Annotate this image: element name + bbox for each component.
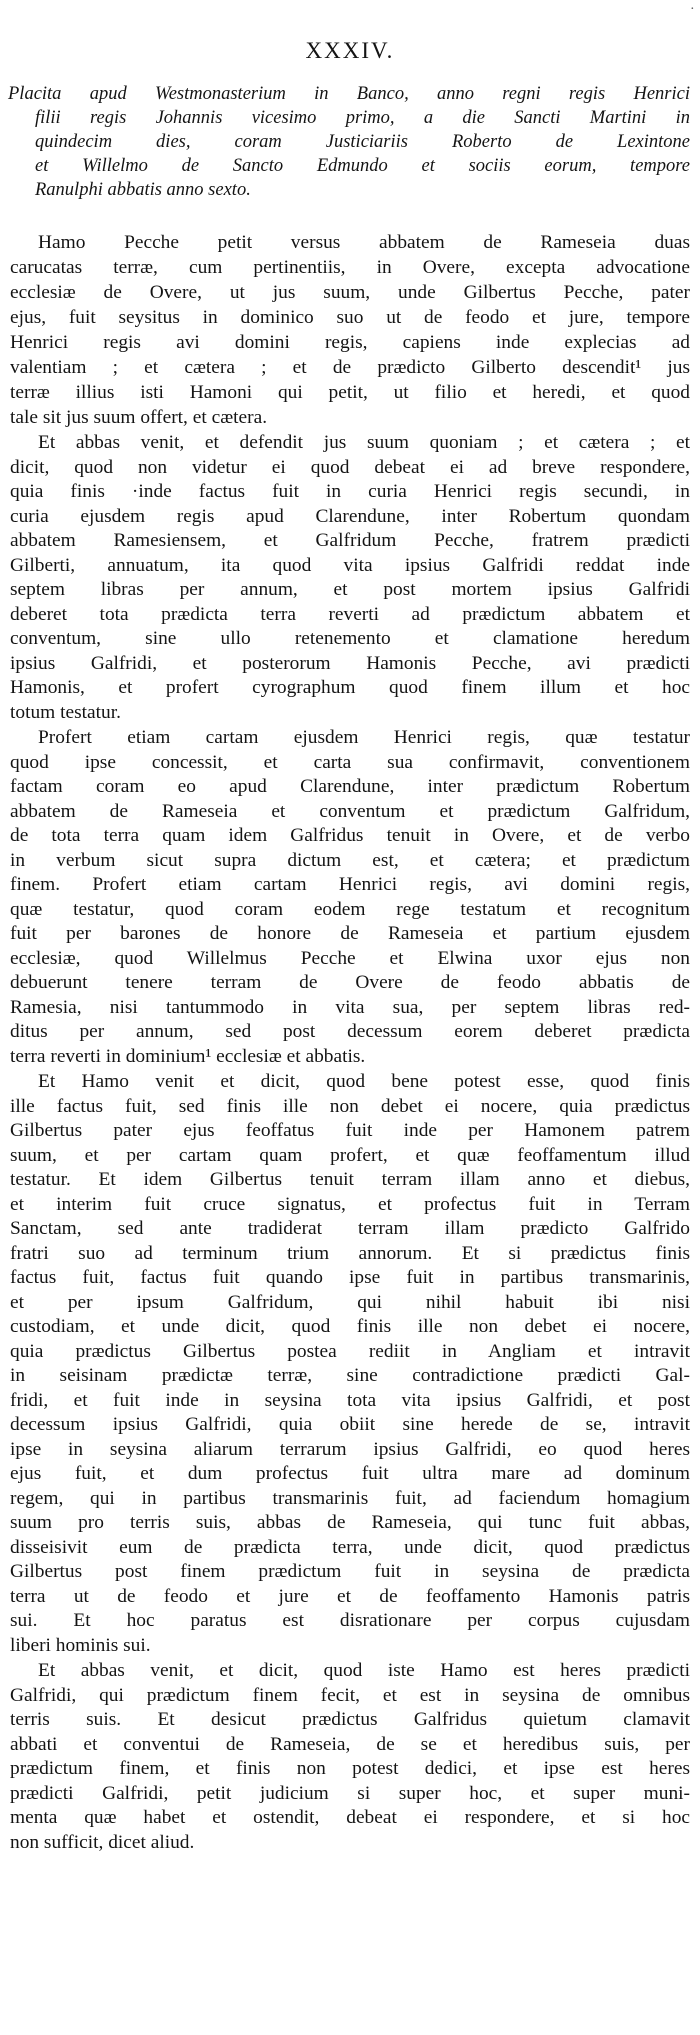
text-line: Galfridi, qui prædictum finem fecit, et est in seysina de omnibus [10,1684,690,1706]
text-line: ille factus fuit, sed finis ille non debet ei nocere, quia prædictus [10,1095,690,1117]
text-line: quæ testatur, quod coram eodem rege testatum et recognitum [10,898,690,920]
text-line: Sanctam, sed ante tradiderat terram illam prædicto Galfrido [10,1218,690,1239]
text-line: Et Hamo venit et dicit, quod bene potest esse, quod finis [38,1071,690,1092]
text-line: sui. Et hoc paratus est disrationare per corpus cujusdam [10,1610,690,1631]
text-line: quia finis ·inde factus fuit in curia Henrici regis secundi, in [10,481,690,502]
caption-line: Placita apud Westmonasterium in Banco, anno regni regis Henrici [8,84,690,104]
text-line: et per ipsum Galfridum, qui nihil habuit ibi nisi [10,1291,690,1313]
text-line: in seisinam prædictæ terræ, sine contradictione prædicti Gal- [10,1365,690,1386]
text-line: dicit, quod non videtur ei quod debeat ei ad breve respondere, [10,456,690,478]
text-line: finem. Profert etiam cartam Henrici regis, avi domini regis, [10,874,690,895]
text-line: fratri suo ad terminum trium annorum. Et si prædictus finis [10,1242,690,1264]
paragraph [10,1659,690,1855]
document-body [10,230,690,1856]
text-line: septem libras per annum, et post mortem ipsius Galfridi [10,579,690,600]
text-line: in verbum sicut supra dictum est, et cætera; et prædictum [10,849,690,871]
text-line: de tota terra quam idem Galfridus tenuit in Overe, et de verbo [10,825,690,846]
text-line: abbati et conventui de Rameseia, de se et heredibus suis, per [10,1733,690,1755]
caption-line: et Willelmo de Sancto Edmundo et sociis eorum, tempore [35,156,690,176]
text-line: ecclesiæ de Overe, ut jus suum, unde Gilbertus Pecche, pater [10,282,690,303]
text-line: liberi hominis sui. [10,1634,151,1656]
text-line: quod ipse concessit, et carta sua confirmavit, conventionem [10,751,690,773]
caption-line: quindecim dies, coram Justiciariis Roberto de Lexintone [35,132,690,152]
text-line: ecclesiæ, quod Willelmus Pecche et Elwina uxor ejus non [10,947,690,969]
caption-line: filii regis Johannis vicesimo primo, a die Sancti Martini in [35,108,690,128]
text-line: totum testatur. [10,701,121,723]
text-line: curia ejusdem regis apud Clarendune, inter Robertum quondam [10,505,690,527]
text-line: Gilbertus post finem prædictum fuit in seysina de prædicta [10,1561,690,1582]
text-line: ipsius Galfridi, et posterorum Hamonis Pecche, avi prædicti [10,652,690,674]
text-line: et interim fuit cruce signatus, et profectus fuit in Terram [10,1193,690,1215]
text-line: valentiam ; et cætera ; et de prædicto Gilberto descendit¹ jus [10,357,690,378]
text-line: tale sit jus suum offert, et cætera. [10,407,268,428]
text-line: ejus, fuit seysitus in dominico suo ut de feodo et jure, tempore [10,307,690,328]
text-line: decessum ipsius Galfridi, quia obiit sine herede de se, intravit [10,1414,690,1435]
text-line: terra reverti in dominium¹ ecclesiæ et abbatis. [10,1045,366,1067]
text-line: non sufficit, dicet aliud. [10,1831,195,1853]
text-line: Et abbas venit, et defendit jus suum quoniam ; et cætera ; et [38,432,690,453]
text-line: Hamo Pecche petit versus abbatem de Rameseia duas [38,232,690,253]
text-line: Profert etiam cartam ejusdem Henrici regis, quæ testatur [38,727,690,748]
text-line: Ramesia, nisi tantummodo in vita sua, per septem libras red- [10,996,690,1018]
text-line: disseisivit eum de prædicta terra, unde dicit, quod prædictus [10,1536,690,1558]
text-line: factam coram eo apud Clarendune, inter prædictum Robertum [10,776,690,797]
text-line: Henrici regis avi domini regis, capiens inde explecias ad [10,332,690,353]
text-line: fuit per barones de honore de Rameseia et partium ejusdem [10,923,690,944]
document-caption [8,82,690,202]
text-line: Gilbertus pater ejus feoffatus fuit inde per Hamonem patrem [10,1120,690,1141]
text-line: deberet tota prædicta terra reverti ad prædictum abbatem et [10,603,690,625]
text-line: terra ut de feodo et jure et de feoffamento Hamonis patris [10,1585,690,1607]
text-line: ipse in seysina aliarum terrarum ipsius Galfridi, eo quod heres [10,1438,690,1460]
text-line: abbatem de Rameseia et conventum et prædictum Galfridum, [10,800,690,822]
text-line: Gilberti, annuatum, ita quod vita ipsius Galfridi reddat inde [10,554,690,576]
text-line: terris suis. Et desicut prædictus Galfridus quietum clamavit [10,1709,690,1730]
text-line: prædictum finem, et finis non potest dedici, et ipse est heres [10,1758,690,1779]
caption-line: Ranulphi abbatis anno sexto. [35,180,251,200]
text-line: suum, et per cartam quam profert, et quæ feoffamentum illud [10,1144,690,1166]
text-line: custodiam, et unde dicit, quod finis ille non debet ei nocere, [10,1316,690,1337]
document-number-heading: XXXIV. [305,38,395,63]
paragraph [10,431,690,725]
text-line: quia prædictus Gilbertus postea rediit in Angliam et intravit [10,1340,690,1362]
paragraph [10,230,690,430]
text-line: testatur. Et idem Gilbertus tenuit terram illam anno et diebus, [10,1169,690,1190]
text-line: abbatem Ramesiensem, et Galfridum Pecche, fratrem prædicti [10,530,690,551]
text-line: conventum, sine ullo retenemento et clamatione heredum [10,628,690,649]
text-line: suum pro terris suis, abbas de Rameseia, qui tunc fuit abbas, [10,1512,690,1533]
text-line: ejus fuit, et dum profectus fuit ultra mare ad dominum [10,1463,690,1484]
text-line: factus fuit, factus fuit quando ipse fuit in partibus transmarinis, [10,1267,690,1288]
text-line: carucatas terræ, cum pertinentiis, in Overe, excepta advocatione [10,257,690,278]
text-line: ditus per annum, sed post decessum eorem deberet prædicta [10,1021,690,1042]
text-line: debuerunt tenere terram de Overe de feodo abbatis de [10,972,690,993]
text-line: menta quæ habet et ostendit, debeat ei respondere, et si hoc [10,1807,690,1828]
text-line: terræ illius isti Hamoni qui petit, ut filio et heredi, et quod [10,382,690,403]
paragraph [10,726,690,1069]
text-line: Hamonis, et profert cyrographum quod finem illum et hoc [10,677,690,698]
text-line: fridi, et fuit inde in seysina tota vita ipsius Galfridi, et post [10,1389,690,1411]
text-line: prædicti Galfridi, petit judicium si super hoc, et super muni- [10,1782,690,1804]
text-line: Et abbas venit, et dicit, quod iste Hamo est heres prædicti [38,1660,690,1681]
text-line: regem, qui in partibus transmarinis fuit, ad faciendum homagium [10,1487,690,1509]
page-corner-mark: · [690,2,695,17]
paragraph [10,1070,690,1658]
